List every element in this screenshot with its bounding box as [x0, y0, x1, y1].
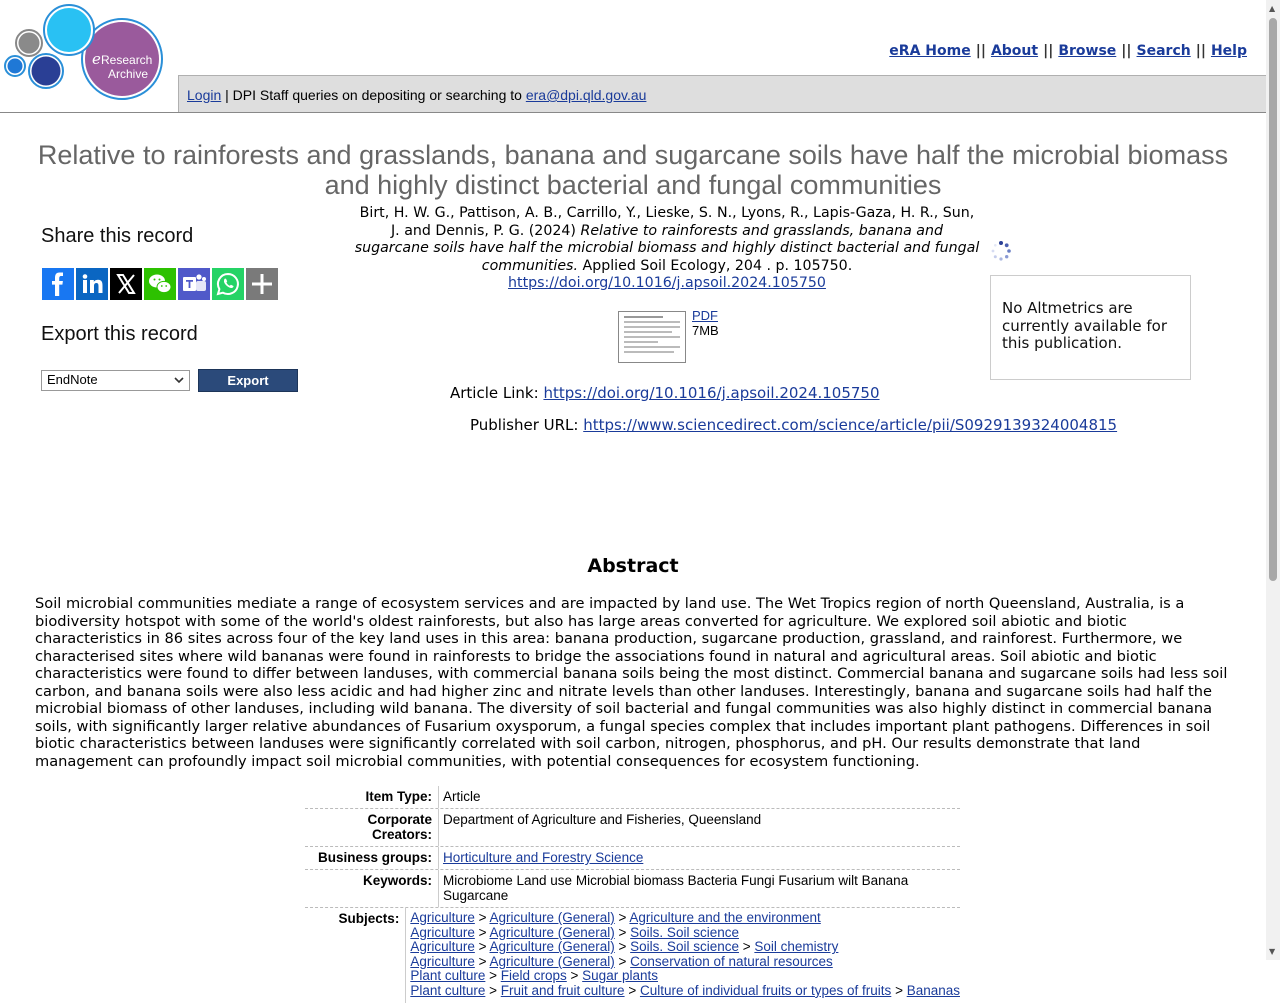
subject-path	[410, 969, 960, 984]
subject-link[interactable]: Culture of individual fruits or types of fruits	[639, 982, 892, 998]
subject-separator: >	[614, 953, 631, 969]
article-link-row	[450, 384, 880, 402]
subject-link[interactable]: Plant culture	[410, 968, 486, 984]
teams-icon[interactable]	[178, 268, 210, 300]
wechat-icon[interactable]	[144, 268, 176, 300]
subject-path	[410, 984, 960, 999]
subject-separator: >	[891, 982, 907, 998]
whatsapp-icon[interactable]	[212, 268, 244, 300]
business-groups-label: Business groups:	[305, 847, 439, 869]
logo-text-research: Research	[101, 53, 153, 67]
pdf-file-size: 7MB	[692, 323, 719, 338]
subject-link[interactable]: Bananas	[906, 982, 960, 998]
export-format-select[interactable]	[41, 370, 190, 391]
nav-about[interactable]: About	[990, 43, 1039, 59]
subject-link[interactable]: Field crops	[500, 968, 567, 984]
subject-separator: >	[566, 968, 583, 984]
subject-link[interactable]: Agriculture (General)	[489, 953, 615, 969]
subject-separator: >	[474, 953, 490, 969]
subject-link[interactable]: Agriculture (General)	[489, 910, 615, 925]
scrollbar-thumb[interactable]	[1269, 18, 1277, 581]
subject-separator: >	[614, 910, 630, 925]
chevron-down-icon	[173, 374, 185, 386]
nav-separator: ||	[1121, 43, 1132, 59]
loading-spinner-icon	[990, 240, 1012, 262]
login-bar	[178, 75, 1266, 113]
subject-path	[410, 955, 960, 970]
export-button[interactable]: Export	[198, 369, 298, 392]
subject-separator: >	[474, 910, 490, 925]
citation-block	[354, 205, 980, 293]
nav-separator: ||	[975, 43, 986, 59]
site-header	[0, 0, 1266, 114]
nav-search[interactable]: Search	[1136, 43, 1191, 59]
subject-separator: >	[485, 968, 501, 984]
subject-separator: >	[738, 939, 755, 955]
citation-journal: Applied Soil Ecology, 204 . p. 105750.	[582, 257, 853, 274]
corporate-creators-value: Department of Agriculture and Fisheries, Queensland	[443, 812, 762, 827]
login-link[interactable]: Login	[187, 87, 222, 103]
item-type-label: Item Type:	[305, 786, 439, 808]
logo-text-e: e	[92, 50, 101, 68]
x-icon[interactable]	[110, 268, 142, 300]
pdf-thumbnail[interactable]	[618, 311, 686, 363]
altmetric-message: No Altmetrics are currently available for this publication.	[1002, 299, 1168, 352]
subject-link[interactable]: Conservation of natural resources	[630, 953, 833, 969]
page-scrollbar[interactable]	[1266, 0, 1280, 960]
scroll-up-icon[interactable]: ▲	[1269, 4, 1276, 13]
era-logo[interactable]	[0, 0, 178, 112]
table-row	[305, 870, 960, 908]
subject-separator: >	[614, 924, 631, 940]
subject-link[interactable]: Soils. Soil science	[630, 924, 739, 940]
table-row	[305, 847, 960, 870]
pdf-download-link[interactable]: PDF	[692, 308, 718, 323]
subjects-label: Subjects:	[305, 908, 406, 1003]
nav-separator: ||	[1195, 43, 1206, 59]
article-link[interactable]: https://doi.org/10.1016/j.apsoil.2024.105750	[543, 384, 880, 402]
subject-separator: >	[474, 939, 490, 955]
citation-doi-link[interactable]: https://doi.org/10.1016/j.apsoil.2024.105750	[508, 275, 826, 291]
nav-era-home[interactable]: eRA Home	[889, 43, 971, 59]
metadata-table	[305, 786, 960, 1003]
subject-link[interactable]: Agriculture	[410, 939, 475, 955]
citation-authors: Birt, H. W. G., Pattison, A. B., Carrillo, Y., Lieske, S. N., Lyons, R., Lapis-Gaza, H. R., Sun, J. and Dennis, P. G. (2024)	[359, 205, 975, 239]
keywords-value: Microbiome Land use Microbial biomass Bacteria Fungi Fusarium wilt Banana Sugarcane	[443, 873, 909, 903]
header-divider	[0, 112, 1266, 113]
publisher-url-link[interactable]: https://www.sciencedirect.com/science/article/pii/S0929139324004815	[583, 416, 1118, 434]
table-row	[305, 908, 960, 1003]
scroll-down-icon[interactable]: ▼	[1269, 947, 1276, 956]
nav-browse[interactable]: Browse	[1058, 43, 1117, 59]
export-heading: Export this record	[41, 323, 198, 345]
nav-help[interactable]: Help	[1210, 43, 1247, 59]
subject-link[interactable]: Sugar plants	[582, 968, 658, 984]
subject-link[interactable]: Agriculture and the environment	[629, 910, 821, 925]
table-row	[305, 786, 960, 809]
business-group-link[interactable]: Horticulture and Forestry Science	[443, 850, 644, 865]
subject-link[interactable]: Fruit and fruit culture	[500, 982, 625, 998]
publisher-url-label: Publisher URL:	[470, 416, 584, 434]
top-navigation	[889, 43, 1247, 59]
citation-title: Relative to rainforests and grasslands, banana and sugarcane soils have half the microbial biomass and highly distinct bacterial and fungal communities.	[354, 222, 980, 274]
login-bar-text: | DPI Staff queries on depositing or searching to	[221, 87, 526, 103]
subject-path	[410, 926, 960, 941]
subject-separator: >	[614, 939, 631, 955]
subject-separator: >	[485, 982, 501, 998]
publisher-url-row	[470, 416, 1117, 434]
subject-link[interactable]: Soils. Soil science	[630, 939, 739, 955]
more-icon[interactable]	[246, 268, 278, 300]
subject-link[interactable]: Agriculture (General)	[489, 939, 615, 955]
logo-text-archive: Archive	[108, 67, 149, 81]
share-heading: Share this record	[41, 225, 194, 247]
subject-link[interactable]: Agriculture	[410, 910, 475, 925]
contact-email-link[interactable]: era@dpi.qld.gov.au	[525, 87, 647, 103]
altmetric-box	[990, 275, 1191, 380]
subject-link[interactable]: Agriculture	[410, 953, 475, 969]
export-format-value: EndNote	[47, 372, 98, 387]
linkedin-icon[interactable]	[76, 268, 108, 300]
subject-link[interactable]: Agriculture	[410, 924, 475, 940]
item-type-value: Article	[443, 789, 481, 804]
subject-separator: >	[474, 924, 490, 940]
corporate-creators-label: Corporate Creators:	[305, 809, 439, 846]
article-link-label: Article Link:	[450, 384, 544, 402]
subject-separator: >	[624, 982, 640, 998]
nav-separator: ||	[1043, 43, 1054, 59]
subject-path	[410, 911, 960, 926]
subject-path	[410, 940, 960, 955]
share-icons	[42, 268, 278, 300]
record-title: Relative to rainforests and grasslands, banana and sugarcane soils have half the microbial biomass and highly distinct bacterial and fungal communities	[37, 140, 1229, 200]
subject-link[interactable]: Agriculture (General)	[489, 924, 615, 940]
subject-link[interactable]: Soil chemistry	[754, 939, 839, 955]
subjects-list	[406, 908, 960, 1003]
abstract-text: Soil microbial communities mediate a range of ecosystem services and are impacted by land use. The Wet Tropics region of north Queensland, Australia, is a biodiversity hotspot with some of the world's oldest rainforests, but also has large areas converted for agriculture. We explored soil abiotic and biotic characteristics in 86 sites across four of the key land uses in this area: banana production, sugarcane production, grassland, and rainforest. Furthermore, we characterised sites where wild bananas were found in rainforests to bridge the associations found in natural and agricultural areas. Soil abiotic and biotic characteristics were found to differ between landuses, with commercial banana soils being the most distinct. Commercial banana and sugarcane soils had less soil carbon, and banana soils were also less acidic and had higher zinc and nitrate levels than other landuses. Interestingly, banana and sugarcane soils had half the microbial biomass of other landuses, including wild banana. The diversity of soil bacterial and fungal communities was also highly distinct in commercial banana soils, with significantly larger relative abundances of Fusarium oxysporum, a fungal species complex that includes important plant pathogens. Differences in soil biotic characteristics between landuses were significantly correlated with soil carbon, nitrogen, phosphorus, and pH. Our results demonstrate that land management can profoundly impact soil microbial communities, with potential consequences for ecosystem functioning.	[35, 595, 1228, 770]
subject-link[interactable]: Plant culture	[410, 982, 486, 998]
facebook-icon[interactable]	[42, 268, 74, 300]
keywords-label: Keywords:	[305, 870, 439, 907]
abstract-heading: Abstract	[587, 555, 679, 577]
table-row	[305, 809, 960, 847]
